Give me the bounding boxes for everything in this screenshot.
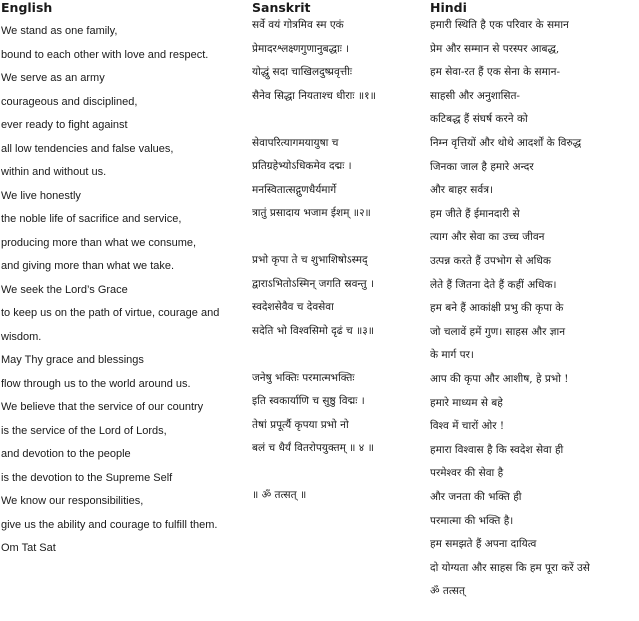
english-line: wisdom. [1, 330, 42, 343]
hindi-line: प्रेम और सम्मान से परस्पर आबद्ध, [430, 42, 560, 55]
hindi-line: त्याग और सेवा का उच्च जीवन [430, 231, 545, 244]
english-line: producing more than what we consume, [1, 236, 197, 249]
hindi-line: हम जीते हैं ईमानदारी से [430, 207, 520, 220]
english-column [1, 0, 253, 554]
sanskrit-line: सेवापरित्यागमयायुषा च [252, 136, 339, 149]
english-line: and devotion to the people [1, 448, 131, 460]
hindi-line: हमारी स्थिति है एक परिवार के समान [430, 19, 569, 31]
english-line: Om Tat Sat [1, 542, 56, 554]
hindi-line: जो चलावें हमें गुण। साहस और ज्ञान [430, 325, 566, 338]
sanskrit-line: सर्वे वयं गोत्रमिव स्म एकं [252, 19, 344, 31]
english-line: is the service of the Lord of Lords, [1, 424, 167, 437]
english-line: We live honestly [1, 189, 81, 202]
hindi-line: निम्न वृत्तियों और थोथे आदर्शों के विरुद्ध [430, 137, 582, 149]
hindi-header: Hindi [430, 0, 467, 15]
sanskrit-line: द्वाराऽभितोऽस्मिन् जगति स्रवन्तु । [252, 277, 374, 290]
english-line: to keep us on the path of virtue, courage and [1, 307, 220, 319]
hindi-line: विश्व में चारों ओर ! [430, 420, 505, 433]
sanskrit-line: ॥ ॐ तत्सत् ॥ [252, 489, 307, 501]
english-line: May Thy grace and blessings [1, 354, 144, 366]
sanskrit-line: त्रातुं प्रसादाय भजाम ईशम् ॥२॥ [252, 207, 371, 219]
english-line: courageous and disciplined, [1, 95, 138, 108]
sanskrit-line: प्रभो कृपा ते च शुभाशिषोऽस्मद् [252, 254, 368, 266]
hindi-line: और जनता की भक्ति ही [430, 491, 522, 503]
hindi-line: ॐ तत्सत् [430, 585, 465, 598]
english-line: is the devotion to the Supreme Self [1, 471, 173, 484]
hindi-line: उत्पन्न करते हैं उपभोग से अधिक [430, 255, 551, 267]
sanskrit-line: जनेषु भक्तिः परमात्मभक्तिः [252, 371, 355, 384]
english-line: bound to each other with love and respect. [1, 48, 209, 61]
sanskrit-column [252, 0, 427, 501]
hindi-line: जिनका जाल है हमारे अन्दर [430, 160, 534, 173]
english-line: We serve as an army [1, 72, 105, 84]
hindi-line: के मार्ग पर। [430, 349, 474, 362]
hindi-line: कटिबद्ध हैं संघर्ष करने को [430, 113, 528, 126]
hindi-line: दो योग्यता और साहस कि हम पूरा करें उसे [430, 561, 590, 574]
sanskrit-header: Sanskrit [252, 0, 311, 15]
hindi-line: साहसी और अनुशासित- [430, 89, 520, 102]
sanskrit-line: प्रेमादरश्लक्ष्णगुणानुबद्धाः । [252, 42, 350, 55]
english-line: within and without us. [1, 166, 107, 178]
english-line: We seek the Lord’s Grace [1, 283, 128, 296]
english-line: We believe that the service of our country [1, 401, 204, 413]
hindi-line: हमारा विश्वास है कि स्वदेश सेवा ही [430, 443, 564, 456]
english-line: ever ready to fight against [1, 119, 128, 131]
english-line: and giving more than what we take. [1, 260, 175, 272]
hindi-line: हम समझते हैं अपना दायित्व [430, 538, 537, 551]
english-line: We stand as one family, [1, 25, 118, 37]
hindi-column [430, 0, 639, 598]
english-line: We know our responsibilities, [1, 495, 144, 507]
sanskrit-line: योद्धुं सदा चाखिलदुष्प्रवृत्तीः [252, 66, 352, 78]
sanskrit-line: तेषां प्रपूर्त्यै कृपया प्रभो नो [252, 418, 349, 431]
sanskrit-line: बलं च धैर्यं वितरोपयुक्तम् ॥ ४ ॥ [252, 442, 374, 454]
hindi-line: हम सेवा-रत हैं एक सेना के समान- [430, 66, 560, 79]
hindi-line: परमेश्वर की सेवा है [430, 467, 504, 480]
sanskrit-line: प्रतिग्रहेभ्योऽधिकमेव दद्मः । [252, 160, 352, 172]
hindi-line: लेते हैं जितना देते हैं कहीं अधिक। [430, 278, 557, 291]
english-header: English [1, 0, 53, 15]
hindi-line: परमात्मा की भक्ति है। [430, 514, 514, 527]
sanskrit-line: इति स्वकार्याणि च सुष्ठु विद्मः । [252, 395, 365, 407]
sanskrit-line: सदेति भो विश्वसिमो दृढं च ॥३॥ [252, 324, 375, 337]
english-line: give us the ability and courage to fulfill them. [1, 518, 218, 531]
sanskrit-line: सैनेव सिद्धा नियताश्च धीराः ॥१॥ [252, 89, 376, 102]
sanskrit-line: मनस्वितात्सद्गुणधैर्यमार्गे [252, 183, 337, 196]
hindi-line: हम बने हैं आकांक्षी प्रभु की कृपा के [430, 302, 564, 315]
english-line: all low tendencies and false values, [1, 142, 174, 155]
hindi-line: और बाहर सर्वत्र। [430, 184, 494, 197]
hindi-line: आप की कृपा और आशीष, हे प्रभो ! [430, 373, 569, 385]
sanskrit-line: स्वदेशसेवैव च देवसेवा [252, 301, 334, 313]
english-line: flow through us to the world around us. [1, 377, 191, 390]
hindi-line: हमारे माध्यम से बहे [430, 396, 503, 409]
english-line: the noble life of sacrifice and service, [1, 213, 182, 225]
